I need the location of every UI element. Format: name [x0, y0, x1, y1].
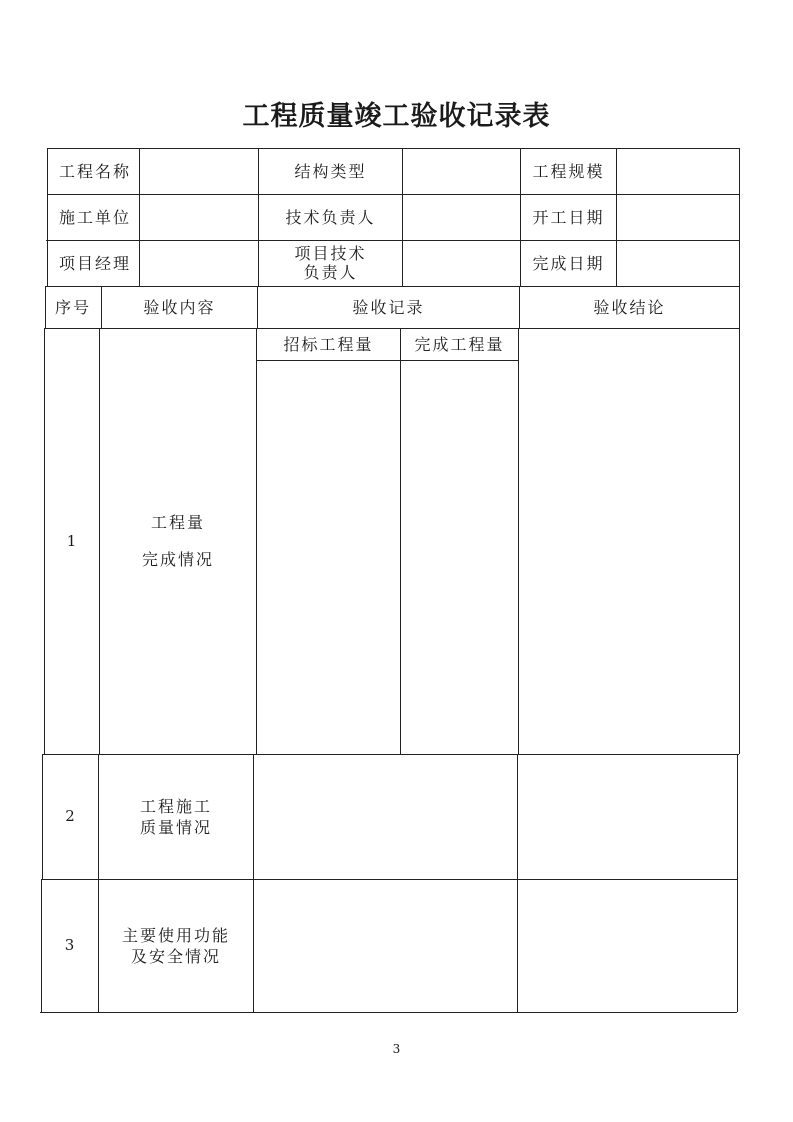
structure-type-label: 结构类型: [294, 161, 367, 181]
header-content: 验收内容: [143, 297, 216, 317]
tech-lead-value[interactable]: [403, 194, 520, 240]
bid-quantity-header: 招标工程量: [283, 334, 374, 354]
header-record: 验收记录: [352, 297, 425, 317]
item-2-content-line2: 质量情况: [139, 817, 212, 837]
project-scale-value[interactable]: [617, 148, 739, 194]
project-tech-lead-label-line1: 项目技术: [294, 244, 367, 263]
item-3-content: [99, 879, 253, 1012]
construction-unit-label: 施工单位: [59, 207, 132, 227]
completion-date-value[interactable]: [617, 240, 739, 286]
structure-type-value[interactable]: [403, 148, 520, 194]
item-1-content: [100, 328, 256, 754]
item-3-conclusion[interactable]: [518, 879, 737, 1012]
tech-lead-label: 技术负责人: [285, 207, 376, 227]
project-tech-lead-label-line2: 负责人: [303, 263, 358, 282]
construction-unit-value[interactable]: [140, 194, 258, 240]
item-1-content-line2: 完成情况: [141, 550, 214, 569]
start-date-value[interactable]: [617, 194, 739, 240]
item-2-seq: 2: [65, 807, 75, 825]
page-number: 3: [392, 1042, 401, 1056]
item-1-conclusion[interactable]: [519, 328, 739, 754]
item-2-record[interactable]: [254, 754, 517, 879]
completed-quantity-header: 完成工程量: [414, 334, 505, 354]
completed-quantity-value[interactable]: [401, 361, 518, 754]
item-3-record[interactable]: [254, 879, 517, 1012]
completion-date-label: 完成日期: [532, 253, 605, 273]
item-3-seq: 3: [64, 936, 75, 954]
project-tech-lead-label: [259, 240, 402, 286]
project-manager-value[interactable]: [140, 240, 258, 286]
form-title: 工程质量竣工验收记录表: [242, 101, 551, 132]
project-name-label: 工程名称: [59, 161, 132, 181]
item-2-content-line1: 工程施工: [139, 796, 212, 816]
item-1-seq: 1: [66, 531, 77, 550]
item-3-content-line1: 主要使用功能: [121, 925, 230, 945]
item-2-conclusion[interactable]: [518, 754, 737, 879]
column-line: [739, 148, 740, 754]
project-manager-label: 项目经理: [59, 253, 132, 273]
row-line: [40, 1012, 737, 1013]
item-3-content-line2: 及安全情况: [130, 946, 221, 966]
item-1-content-line1: 工程量: [150, 513, 205, 532]
project-tech-lead-value[interactable]: [403, 240, 520, 286]
project-name-value[interactable]: [140, 148, 258, 194]
item-2-content: [99, 754, 253, 879]
column-line: [737, 754, 738, 1012]
bid-quantity-value[interactable]: [257, 361, 400, 754]
header-conclusion: 验收结论: [593, 297, 666, 317]
start-date-label: 开工日期: [532, 207, 605, 227]
project-scale-label: 工程规模: [532, 161, 605, 181]
header-seq: 序号: [54, 297, 91, 317]
